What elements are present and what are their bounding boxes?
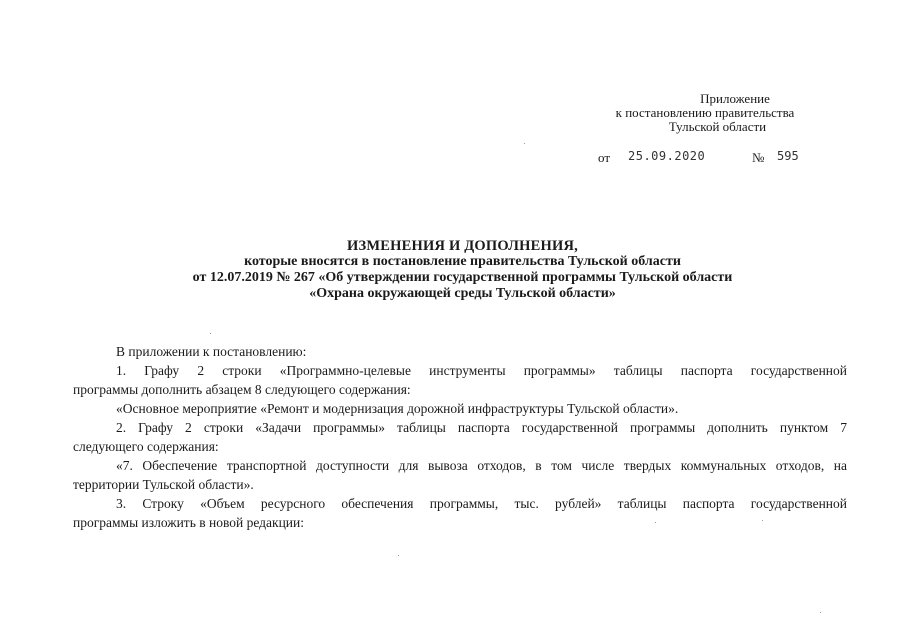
body-intro: В приложении к постановлению: [116, 344, 307, 359]
scan-speck [524, 143, 525, 144]
document-number-line [598, 149, 813, 165]
approval-reference: к постановлению правительства [615, 105, 795, 120]
item-1-quote: «Основное мероприятие «Ремонт и модернизация дорожной инфраструктуры Тульской области». [116, 401, 679, 416]
scan-speck [820, 612, 821, 613]
approval-region: Тульской области [668, 119, 767, 134]
approval-block [600, 92, 810, 134]
scan-speck [210, 333, 211, 334]
title-main: ИЗМЕНЕНИЯ И ДОПОЛНЕНИЯ, [347, 238, 578, 254]
title-line-2: которые вносятся в постановление правительства Тульской области [244, 254, 681, 269]
number-label: № [752, 150, 765, 165]
item-3: 3. Строку «Объем ресурсного обеспечения программы, тыс. рублей» таблицы паспорта государственной [116, 496, 847, 511]
approval-heading: Приложение [700, 91, 770, 106]
scan-speck [762, 520, 763, 521]
document-date: 25.09.2020 [628, 149, 706, 163]
item-2-continuation: следующего содержания: [73, 439, 219, 454]
item-2-quote: «7. Обеспечение транспортной доступности для вывоза отходов, в том числе твердых коммунальных отходов, на [116, 458, 847, 473]
document-number: 595 [777, 149, 799, 163]
item-2: 2. Графу 2 строки «Задачи программы» таблицы паспорта государственной программы дополнить пунктом 7 [116, 420, 847, 435]
date-label: от [598, 150, 611, 165]
item-1: 1. Графу 2 строки «Программно-целевые инструменты программы» таблицы паспорта государственной [116, 363, 847, 378]
document-body [73, 342, 847, 532]
item-2-quote-continuation: территории Тульской области». [73, 477, 254, 492]
item-1-continuation: программы дополнить абзацем 8 следующего содержания: [73, 382, 411, 397]
document-title [100, 238, 825, 302]
title-line-4: «Охрана окружающей среды Тульской области» [309, 286, 616, 301]
scan-speck [655, 522, 656, 523]
item-3-continuation: программы изложить в новой редакции: [73, 515, 304, 530]
title-line-3: от 12.07.2019 № 267 «Об утверждении государственной программы Тульской области [192, 270, 733, 285]
scan-speck [398, 555, 399, 556]
